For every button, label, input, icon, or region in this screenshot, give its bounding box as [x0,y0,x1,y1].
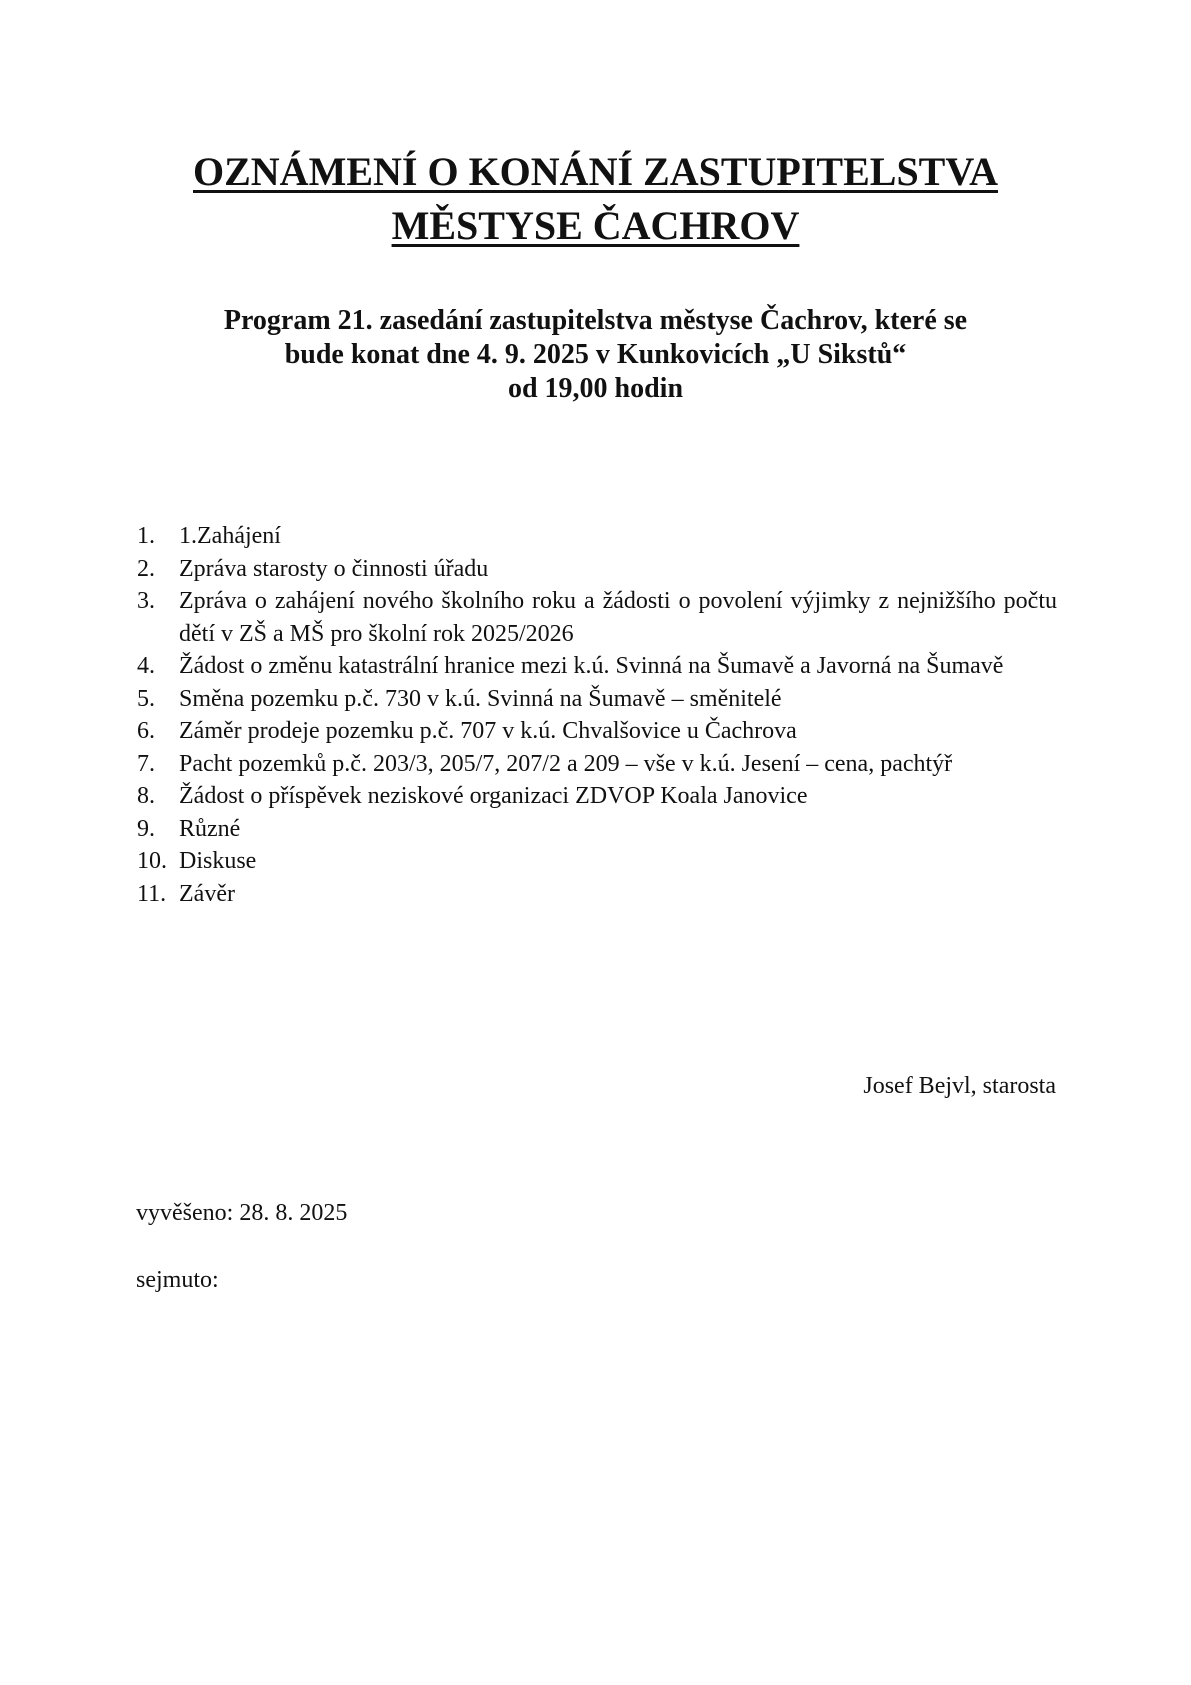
subtitle-line-3: od 19,00 hodin [507,373,684,404]
agenda-item-text: Zpráva o zahájení nového školního roku a žádosti o povolení výjimky z nejnižšího počtu dětí v ZŠ a MŠ pro školní rok 2025/2026 [179,588,1057,647]
agenda-item-number: 2. [137,555,155,582]
agenda-item-number: 9. [137,815,155,842]
agenda-item [137,878,1057,911]
subtitle-line-2: bude konat dne 4. 9. 2025 v Kunkovicích „U Sikstů“ [284,339,907,370]
agenda-item-number: 8. [137,783,155,809]
agenda-item [137,845,1057,878]
agenda-item [137,683,1057,716]
agenda-item [137,520,1057,553]
agenda-item [137,715,1057,748]
agenda-item [137,585,1057,650]
agenda-item-text: 1.Zahájení [179,523,281,549]
mayor-signature: Josef Bejvl, starosta [863,1073,1056,1099]
meeting-program-heading [0,304,1191,406]
removed-date: sejmuto: [136,1267,219,1293]
agenda-item-number: 1. [137,523,155,549]
agenda-item-number: 6. [137,718,155,744]
agenda-item-text: Záměr prodeje pozemku p.č. 707 v k.ú. Chvalšovice u Čachrova [179,718,797,744]
title-line-1: OZNÁMENÍ O KONÁNÍ ZASTUPITELSTVA [193,149,998,194]
agenda-item-text: Různé [179,815,241,842]
agenda-item-number: 5. [137,685,155,712]
agenda-item [137,650,1057,683]
agenda-list [137,520,1057,910]
agenda-item-text: Diskuse [179,848,257,874]
agenda-item-text: Směna pozemku p.č. 730 v k.ú. Svinná na Šumavě – směnitelé [179,685,782,712]
agenda-item-number: 4. [137,653,155,679]
agenda-item-text: Závěr [179,880,235,907]
agenda-item-text: Žádost o změnu katastrální hranice mezi k.ú. Svinná na Šumavě a Javorná na Šumavě [179,653,1004,679]
agenda-item [137,553,1057,586]
title-line-2: MĚSTYSE ČACHROV [391,203,800,248]
agenda-item-number: 11. [137,880,167,907]
agenda-item-number: 7. [137,750,155,777]
agenda-item-number: 10. [137,848,167,874]
subtitle-line-1: Program 21. zasedání zastupitelstva městyse Čachrov, které se [223,305,968,336]
agenda-item [137,780,1057,813]
agenda-item-text: Pacht pozemků p.č. 203/3, 205/7, 207/2 a 209 – vše v k.ú. Jesení – cena, pachtýř [179,750,953,777]
agenda-item [137,813,1057,846]
agenda-item-text: Žádost o příspěvek neziskové organizaci ZDVOP Koala Janovice [179,783,808,809]
agenda-item-text: Zpráva starosty o činnosti úřadu [179,555,489,582]
posted-date: vyvěšeno: 28. 8. 2025 [136,1200,348,1226]
agenda-item-number: 3. [137,588,155,614]
document-title [0,145,1191,253]
agenda-item [137,748,1057,781]
